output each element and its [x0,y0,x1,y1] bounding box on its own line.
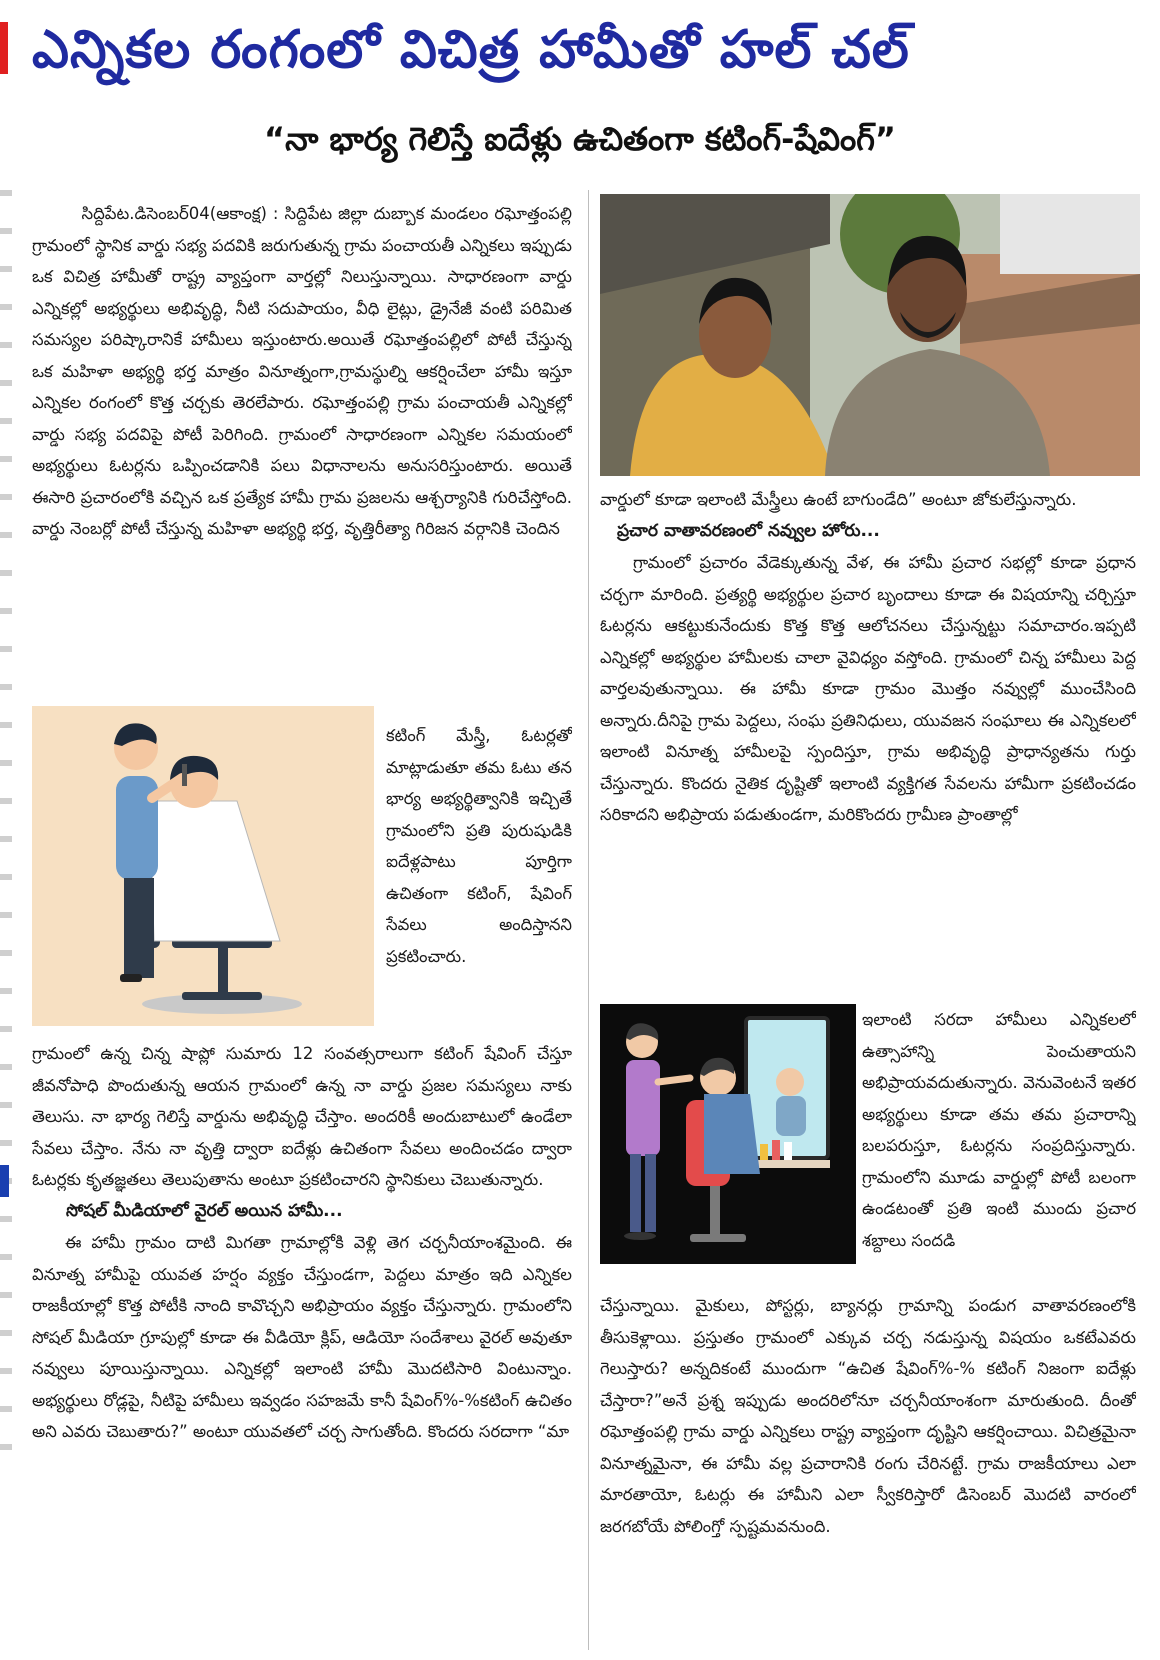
article-column-1-bottom [32,1038,572,1648]
edge-blue-mark [0,1165,9,1197]
paragraph: కటింగ్ మేస్త్రీ, ఓటర్లతో మాట్లాడుతూ తమ ఓటు తన భార్య అభ్యర్థిత్వానికి ఇచ్చితే గ్రామంలోని ప్రతి పురుషుడికి ఐదేళ్లపాటు పూర్తిగా ఉచితంగా కటింగ్, షేవింగ్ సేవలు అందిస్తానని ప్రకటించారు. [386,726,572,966]
article-column-2-narrow [862,1004,1136,1288]
barber-mirror-illustration [600,1004,856,1264]
subheadline: “నా భార్య గెలిస్తే ఐదేళ్లు ఉచితంగా కటింగ్-షేవింగ్” [264,120,896,158]
paragraph: వార్డులో కూడా ఇలాంటి మేస్త్రీలు ఉంటే బాగుండేది” అంటూ జోకులేస్తున్నారు. [600,490,1077,509]
article-column-2-bottom [600,1290,1136,1650]
photo-couple [600,194,1140,476]
paragraph: ఈ హామీ గ్రామం దాటి మిగతా గ్రామాల్లోకి వెళ్లి తెగ చర్చనీయాంశమైంది. ఈ వినూత్న హామీపై యువత హర్షం వ్యక్తం చేస్తుండగా, పెద్దలు మాత్రం ఇది ఎన్నికల రాజకీయాల్లో కొత్త పోటీకి నాంది కావొచ్చని అభిప్రాయం వ్యక్తం చేస్తున్నారు. గ్రామంలోని సోషల్ మీడియా గ్రూపుల్లో కూడా ఈ వీడియో క్లిప్, ఆడియో సందేశాలు వైరల్ అవుతూ నవ్వులు పూయిస్తున్నాయి. ఎన్నికల్లో ఇలాంటి హామీ మొదటిసారి వింటున్నాం. అభ్యర్థులు రోడ్లపై, నీటిపై హామీలు ఇవ్వడం సహజమే కానీ షేవింగ్%-%కటింగ్ ఉచితం అని ఎవరు చెబుతారు?” అంటూ యువతలో చర్చ సాగుతోంది. కొందరు సరదాగా “మా [32,1233,572,1441]
barber-mirror-illustration-graphic [600,1004,856,1264]
headline: ఎన్నికల రంగంలో విచిత్ర హామీతో హల్ చల్ [32,20,910,80]
paragraph: గ్రామంలో ఉన్న చిన్న షాప్లో సుమారు 12 సంవత్సరాలుగా కటింగ్ షేవింగ్ చేస్తూ జీవనోపాధి పొందుతున్న ఆయన గ్రామంలో ఉన్న నా వార్డు ప్రజల సమస్యలు నాకు తెలుసు. నా భార్య గెలిస్తే వార్డును అభివృద్ధి చేస్తాం. అందరికీ అందుబాటులో ఉండేలా సేవలు చేస్తాం. నేను నా వృత్తి ద్వారా ఐదేళ్లు ఉచితంగా సేవలు అందించడం ద్వారా ఓటర్లకు కృతజ్ఞతలు తెలుపుతాను అంటూ ప్రకటించారని స్థానికులు చెబుతున్నారు. [32,1044,572,1189]
article-column-2-top [600,484,1136,1004]
barber-illustration-graphic [32,706,374,1026]
barber-illustration [32,706,374,1026]
subheading: ప్రచార వాతావరణంలో నవ్వుల హోరు... [617,520,880,541]
article-column-1-narrow [386,720,572,1036]
paragraph: సిద్దిపేట.డిసెంబర్04(ఆకాంక్ష) : సిద్దిపేట జిల్లా దుబ్బాక మండలం రఘోత్తంపల్లి గ్రామంలో స్థానిక వార్డు సభ్య పదవికి జరుగుతున్న గ్రామ పంచాయతీ ఎన్నికలు ఇప్పుడు ఒక విచిత్ర హామీతో రాష్ట్ర వ్యాప్తంగా వార్తల్లో నిలుస్తున్నాయి. సాధారణంగా వార్డు ఎన్నికల్లో అభ్యర్థులు అభివృద్ధి, నీటి సదుపాయం, వీధి లైట్లు, డ్రైనేజీ వంటి పరిమిత సమస్యల పరిష్కారానికే హామీలు ఇస్తుంటారు.అయితే రఘోత్తంపల్లిలో పోటీ చేస్తున్న ఒక మహిళా అభ్యర్థి భర్త మాత్రం వినూత్నంగా,గ్రామస్థుల్ని ఆకర్షించేలా హామీ ఇస్తూ ఎన్నికల రంగంలో కొత్త చర్చకు తెరలేపారు. రఘోత్తంపల్లి గ్రామ పంచాయతీ ఎన్నికల్లో వార్డు సభ్య పదవిపై పోటీ పెరిగింది. గ్రామంలో సాధారణంగా ఎన్నికల సమయంలో అభ్యర్థులు ఓటర్లను ఒప్పించడానికి పలు విధానాలను అనుసరిస్తుంటారు. అయితే ఈసారి ప్రచారంలోకి వచ్చిన ఒక ప్రత్యేక హామీ గ్రామ ప్రజలను ఆశ్చర్యానికి గురిచేస్తోంది. వార్డు నెంబర్లో పోటీ చేస్తున్న మహిళా అభ్యర్థి భర్త, వృత్తిరీత్యా గిరిజన వర్గానికి చెందిన [32,204,572,538]
subheading: సోషల్ మీడియాలో వైరల్ అయిన హామీ... [66,1200,343,1221]
photo-couple-graphic [600,194,1140,476]
paragraph: చేస్తున్నాయి. మైకులు, పోస్టర్లు, బ్యానర్లు గ్రామాన్ని పండుగ వాతావరణంలోకి తీసుకెళ్లాయి. ప్రస్తుతం గ్రామంలో ఎక్కువ చర్చ నడుస్తున్న విషయం ఒకటేఎవరు గెలుస్తారు? అన్నదికంటే ముందుగా “ఉచిత షేవింగ్%-% కటింగ్ నిజంగా ఐదేళ్లు చేస్తారా?”అనే ప్రశ్న ఇప్పుడు అందరిలోనూ చర్చనీయాంశంగా మారుతుంది. దీంతో రఘోత్తంపల్లి గ్రామ వార్డు ఎన్నికలు రాష్ట్ర వ్యాప్తంగా దృష్టిని ఆకర్షించాయి. విచిత్రమైనా వినూత్నమైనా, ఈ హామీ వల్ల ప్రచారానికి రంగు చేరినట్టే. గ్రామ రాజకీయాలు ఎలా మారతాయో, ఓటర్లు ఈ హామీని ఎలా స్వీకరిస్తారో డిసెంబర్ మొదటి వారంలో జరగబోయే పోలింగ్తో స్పష్టమవనుంది. [600,1296,1136,1536]
edge-adjacent-column [0,190,12,1460]
paragraph: గ్రామంలో ప్రచారం వేడెక్కుతున్న వేళ, ఈ హామీ ప్రచార సభల్లో కూడా ప్రధాన చర్చగా మారింది. ప్రత్యర్థి అభ్యర్థుల ప్రచార బృందాలు కూడా ఈ విషయాన్ని చర్చిస్తూ ఓటర్లను ఆకట్టుకునేందుకు కొత్త కొత్త ఆలోచనలు చేస్తున్నట్టు సమాచారం.ఇప్పటి ఎన్నికల్లో అభ్యర్థుల హామీలకు చాలా వైవిధ్యం వస్తోంది. గ్రామంలో చిన్న హామీలు పెద్ద వార్తలవుతున్నాయి. ఈ హామీ కూడా గ్రామం మొత్తం నవ్వుల్లో ముంచేసింది అన్నారు.దీనిపై గ్రామ పెద్దలు, సంఘ ప్రతినిధులు, యువజన సంఘాలు ఈ ఎన్నికలలో ఇలాంటి వినూత్న హామీలపై స్పందిస్తూ, గ్రామ అభివృద్ధి ప్రాధాన్యతను గుర్తు చేస్తున్నారు. కొందరు నైతిక దృష్టితో ఇలాంటి వ్యక్తిగత సేవలను హామీగా ప్రకటించడం సరికాదని అభిప్రాయ పడుతుండగా, మరికొందరు గ్రామీణ ప్రాంతాల్లో [600,553,1136,824]
edge-red-mark [0,22,8,74]
column-divider [588,190,589,1650]
article-column-1-top [32,198,572,720]
paragraph: ఇలాంటి సరదా హామీలు ఎన్నికలలో ఉత్సాహాన్ని పెంచుతాయని అభిప్రాయవదుతున్నారు. వెనువెంటనే ఇతర అభ్యర్థులు కూడా తమ తమ ప్రచారాన్ని బలపరుస్తూ, ఓటర్లను సంప్రదిస్తున్నారు. గ్రామంలోని మూడు వార్డుల్లో పోటీ బలంగా ఉండటంతో ప్రతి ఇంటి ముందు ప్రచార శబ్దాలు సందడి [862,1010,1136,1250]
